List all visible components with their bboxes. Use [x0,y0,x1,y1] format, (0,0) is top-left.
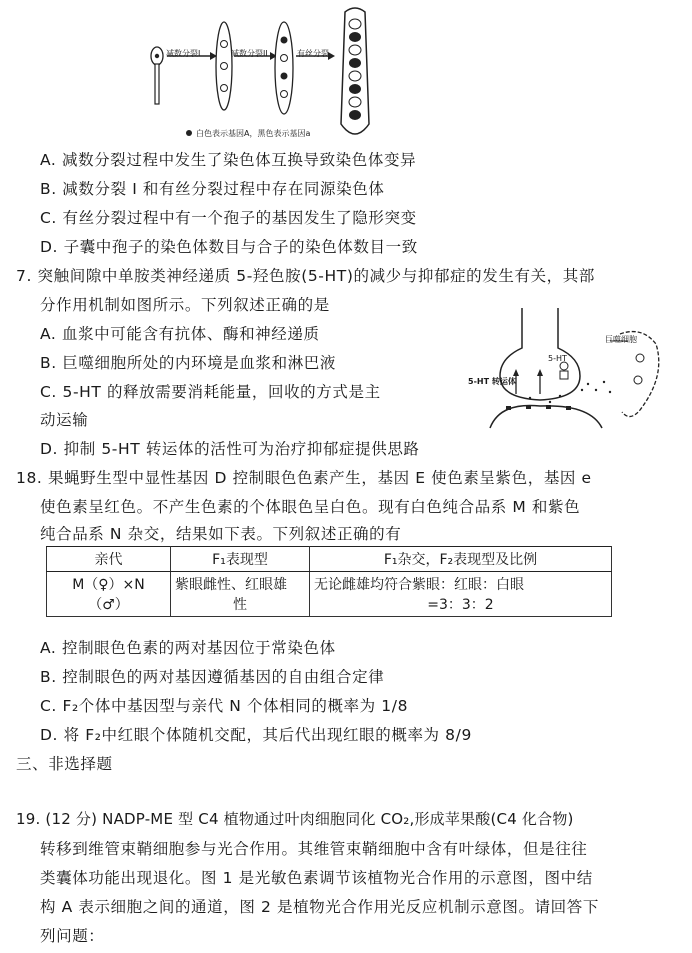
zygote-cell [151,47,163,104]
q18-stem-line1: 18. 果蝇野生型中显性基因 D 控制眼色色素产生，基因 E 使色素呈紫色，基因 e [16,469,592,487]
q19-line3: 类囊体功能出现退化。图 1 是光敏色素调节该植物光合作用的示意图，图中结 [40,869,593,887]
q7-option-a: A. 血浆中可能含有抗体、酶和神经递质 [40,325,320,343]
meiosis-legend [186,128,310,139]
q7-option-d: D. 抑制 5-HT 转运体的活性可为治疗抑郁症提供思路 [40,440,420,458]
parent-line1: M（♀）×N [72,577,145,593]
q19-line5: 列问题： [40,927,105,945]
f1-line2: 性 [233,597,247,613]
section3-title: 三、非选择题 [16,755,113,773]
q6-option-c: C. 有丝分裂过程中有一个孢子的基因发生了隐形突变 [40,209,417,227]
q6-option-a: A. 减数分裂过程中发生了染色体互换导致染色体变异 [40,151,417,169]
q19-line4: 构 A 表示细胞之间的通道，图 2 是植物光合作用光反应机制示意图。请回答下 [40,898,599,916]
q7-option-c-line2: 动运输 [40,411,89,429]
q7-stem-line2: 分作用机制如图所示。下列叙述正确的是 [40,296,330,314]
table-header-f2: F₁杂交，F₂表现型及比例 [310,547,612,572]
table-header-row [47,547,612,572]
table-header-parent: 亲代 [47,547,171,572]
q6-option-b: B. 减数分裂 I 和有丝分裂过程中存在同源染色体 [40,180,385,198]
q18-option-b: B. 控制眼色的两对基因遵循基因的自由组合定律 [40,668,385,686]
label-5ht: 5-HT [548,354,567,363]
q18-option-a: A. 控制眼色色素的两对基因位于常染色体 [40,639,336,657]
meiosis2-cell [275,22,293,114]
f1-line1: 紫眼雌性、红眼雄 [175,577,287,593]
q7-option-b: B. 巨噬细胞所处的内环境是血浆和淋巴液 [40,354,336,372]
table-cell-parent [47,572,171,617]
q18-stem-line2: 使色素呈红色。不产生色素的个体眼色呈白色。现有白色纯合品系 M 和紫色 [40,498,581,516]
q18-option-d: D. 将 F₂中红眼个体随机交配，其后代出现红眼的概率为 8/9 [40,726,472,744]
q18-option-c: C. F₂个体中基因型与亲代 N 个体相同的概率为 1/8 [40,697,409,715]
q18-stem-line3: 纯合品系 N 杂交，结果如下表。下列叙述正确的有 [40,525,402,543]
label-mitosis: 有丝分裂 [297,49,329,58]
q6-option-d: D. 子囊中孢子的染色体数目与合子的染色体数目一致 [40,238,418,256]
label-meiosis2: 减数分裂II [231,49,268,58]
q18-table [46,546,612,617]
f2-line1: 无论雌雄均符合紫眼：红眼：白眼 [314,577,524,593]
table-cell-f2 [310,572,612,617]
q19-line2: 转移到维管束鞘细胞参与光合作用。其维管束鞘细胞中含有叶绿体，但是往往 [40,840,588,858]
f2-line2: =3：3：2 [427,597,494,613]
transporter-arrows [513,362,568,394]
label-transporter: 5-HT 转运体 [468,377,516,386]
ascus-cell [341,8,369,134]
q19-line1: 19. (12 分) NADP-ME 型 C4 植物通过叶肉细胞同化 CO₂,形成苹果酸(C4 化合物) [16,810,574,828]
label-macrophage: 巨噬细胞 [605,335,637,344]
table-row [47,572,612,617]
postsynaptic-membrane [490,405,602,428]
table-cell-f1 [171,572,310,617]
q7-option-c-line1: C. 5-HT 的释放需要消耗能量，回收的方式是主 [40,383,381,401]
q7-stem-line1: 7. 突触间隙中单胺类神经递质 5-羟色胺(5-HT)的减少与抑郁症的发生有关，其部 [16,267,595,285]
meiosis1-cell [216,22,232,110]
label-meiosis1: 减数分裂I [166,49,201,58]
table-header-f1: F₁表现型 [171,547,310,572]
synapse-diagram [470,306,670,431]
parent-line2: （♂） [88,597,129,613]
legend-text: 白色表示基因A，黑色表示基因a [196,129,311,138]
legend-dot-icon [186,130,192,136]
